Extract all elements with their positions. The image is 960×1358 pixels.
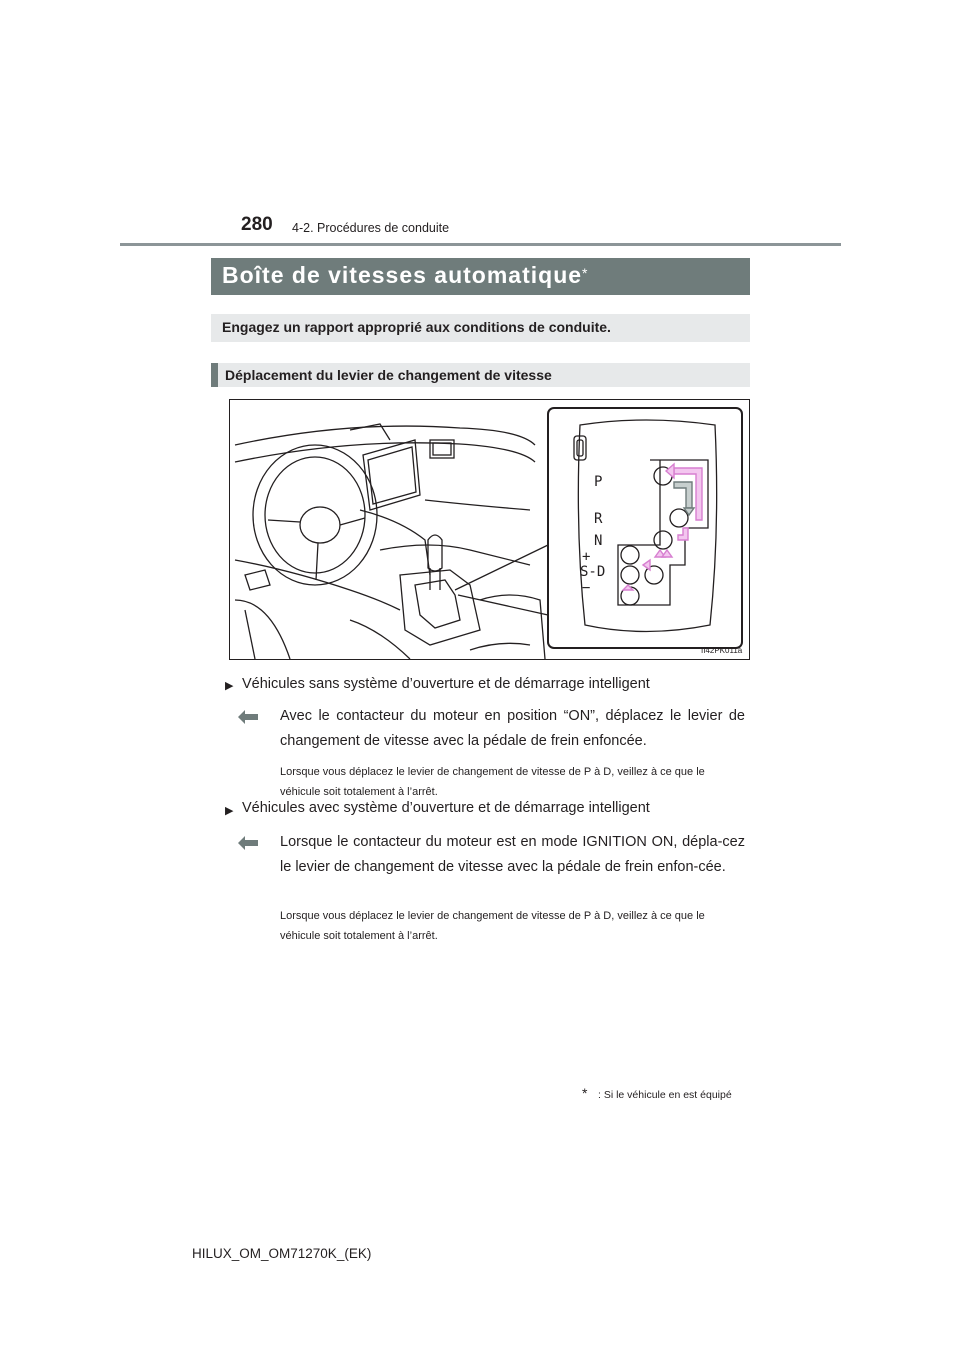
figure-code: II42PK011a	[701, 646, 743, 655]
footnote-asterisk: *	[582, 1085, 588, 1101]
header-rule	[120, 243, 841, 246]
gate-n: N	[594, 533, 603, 549]
section-2-text: Lorsque le contacteur du moteur est en mode IGNITION ON, dépla-cez le levier de changement de vitesse avec la pédale de frein enfon-cée.	[280, 834, 745, 875]
subheading: Déplacement du levier de changement de vitesse	[225, 367, 552, 383]
gate-sd: S-D	[580, 564, 606, 580]
intro-text: Engagez un rapport approprié aux conditions de conduite.	[222, 319, 611, 335]
gate-p: P	[594, 474, 603, 490]
subheading-accent	[211, 363, 218, 387]
shift-lever-illustration	[229, 399, 750, 660]
section-1-bullet: Véhicules sans système d’ouverture et de démarrage intelligent	[242, 676, 650, 692]
footer-doc-code: HILUX_OM_OM71270K_(EK)	[192, 1246, 372, 1261]
page-title: Boîte de vitesses automatique	[222, 262, 583, 288]
title-asterisk: *	[582, 265, 588, 281]
gate-minus: −	[582, 580, 591, 596]
section-1-text: Avec le contacteur du moteur en position “ON”, déplacez le levier de changement de vitesse avec la pédale de frein enfoncée.	[280, 708, 745, 749]
left-arrow-icon	[238, 836, 258, 850]
left-arrow-icon	[238, 710, 258, 724]
bullet-triangle-icon: ▶	[225, 805, 234, 817]
gate-r: R	[594, 511, 603, 527]
bullet-triangle-icon: ▶	[225, 680, 234, 692]
section-2-note: Lorsque vous déplacez le levier de changement de vitesse de P à D, veillez à ce que le véhicule soit totalement à l’arrêt.	[280, 910, 705, 942]
section-1-note: Lorsque vous déplacez le levier de changement de vitesse de P à D, veillez à ce que le véhicule soit totalement à l’arrêt.	[280, 766, 705, 798]
page-number: 280	[241, 214, 273, 235]
section-2-bullet: Véhicules avec système d’ouverture et de démarrage intelligent	[242, 800, 650, 816]
gate-plus: +	[582, 549, 591, 565]
section-title: 4-2. Procédures de conduite	[292, 221, 450, 235]
cabin-drawing	[230, 400, 749, 659]
footnote: : Si le véhicule en est équipé	[598, 1089, 732, 1101]
